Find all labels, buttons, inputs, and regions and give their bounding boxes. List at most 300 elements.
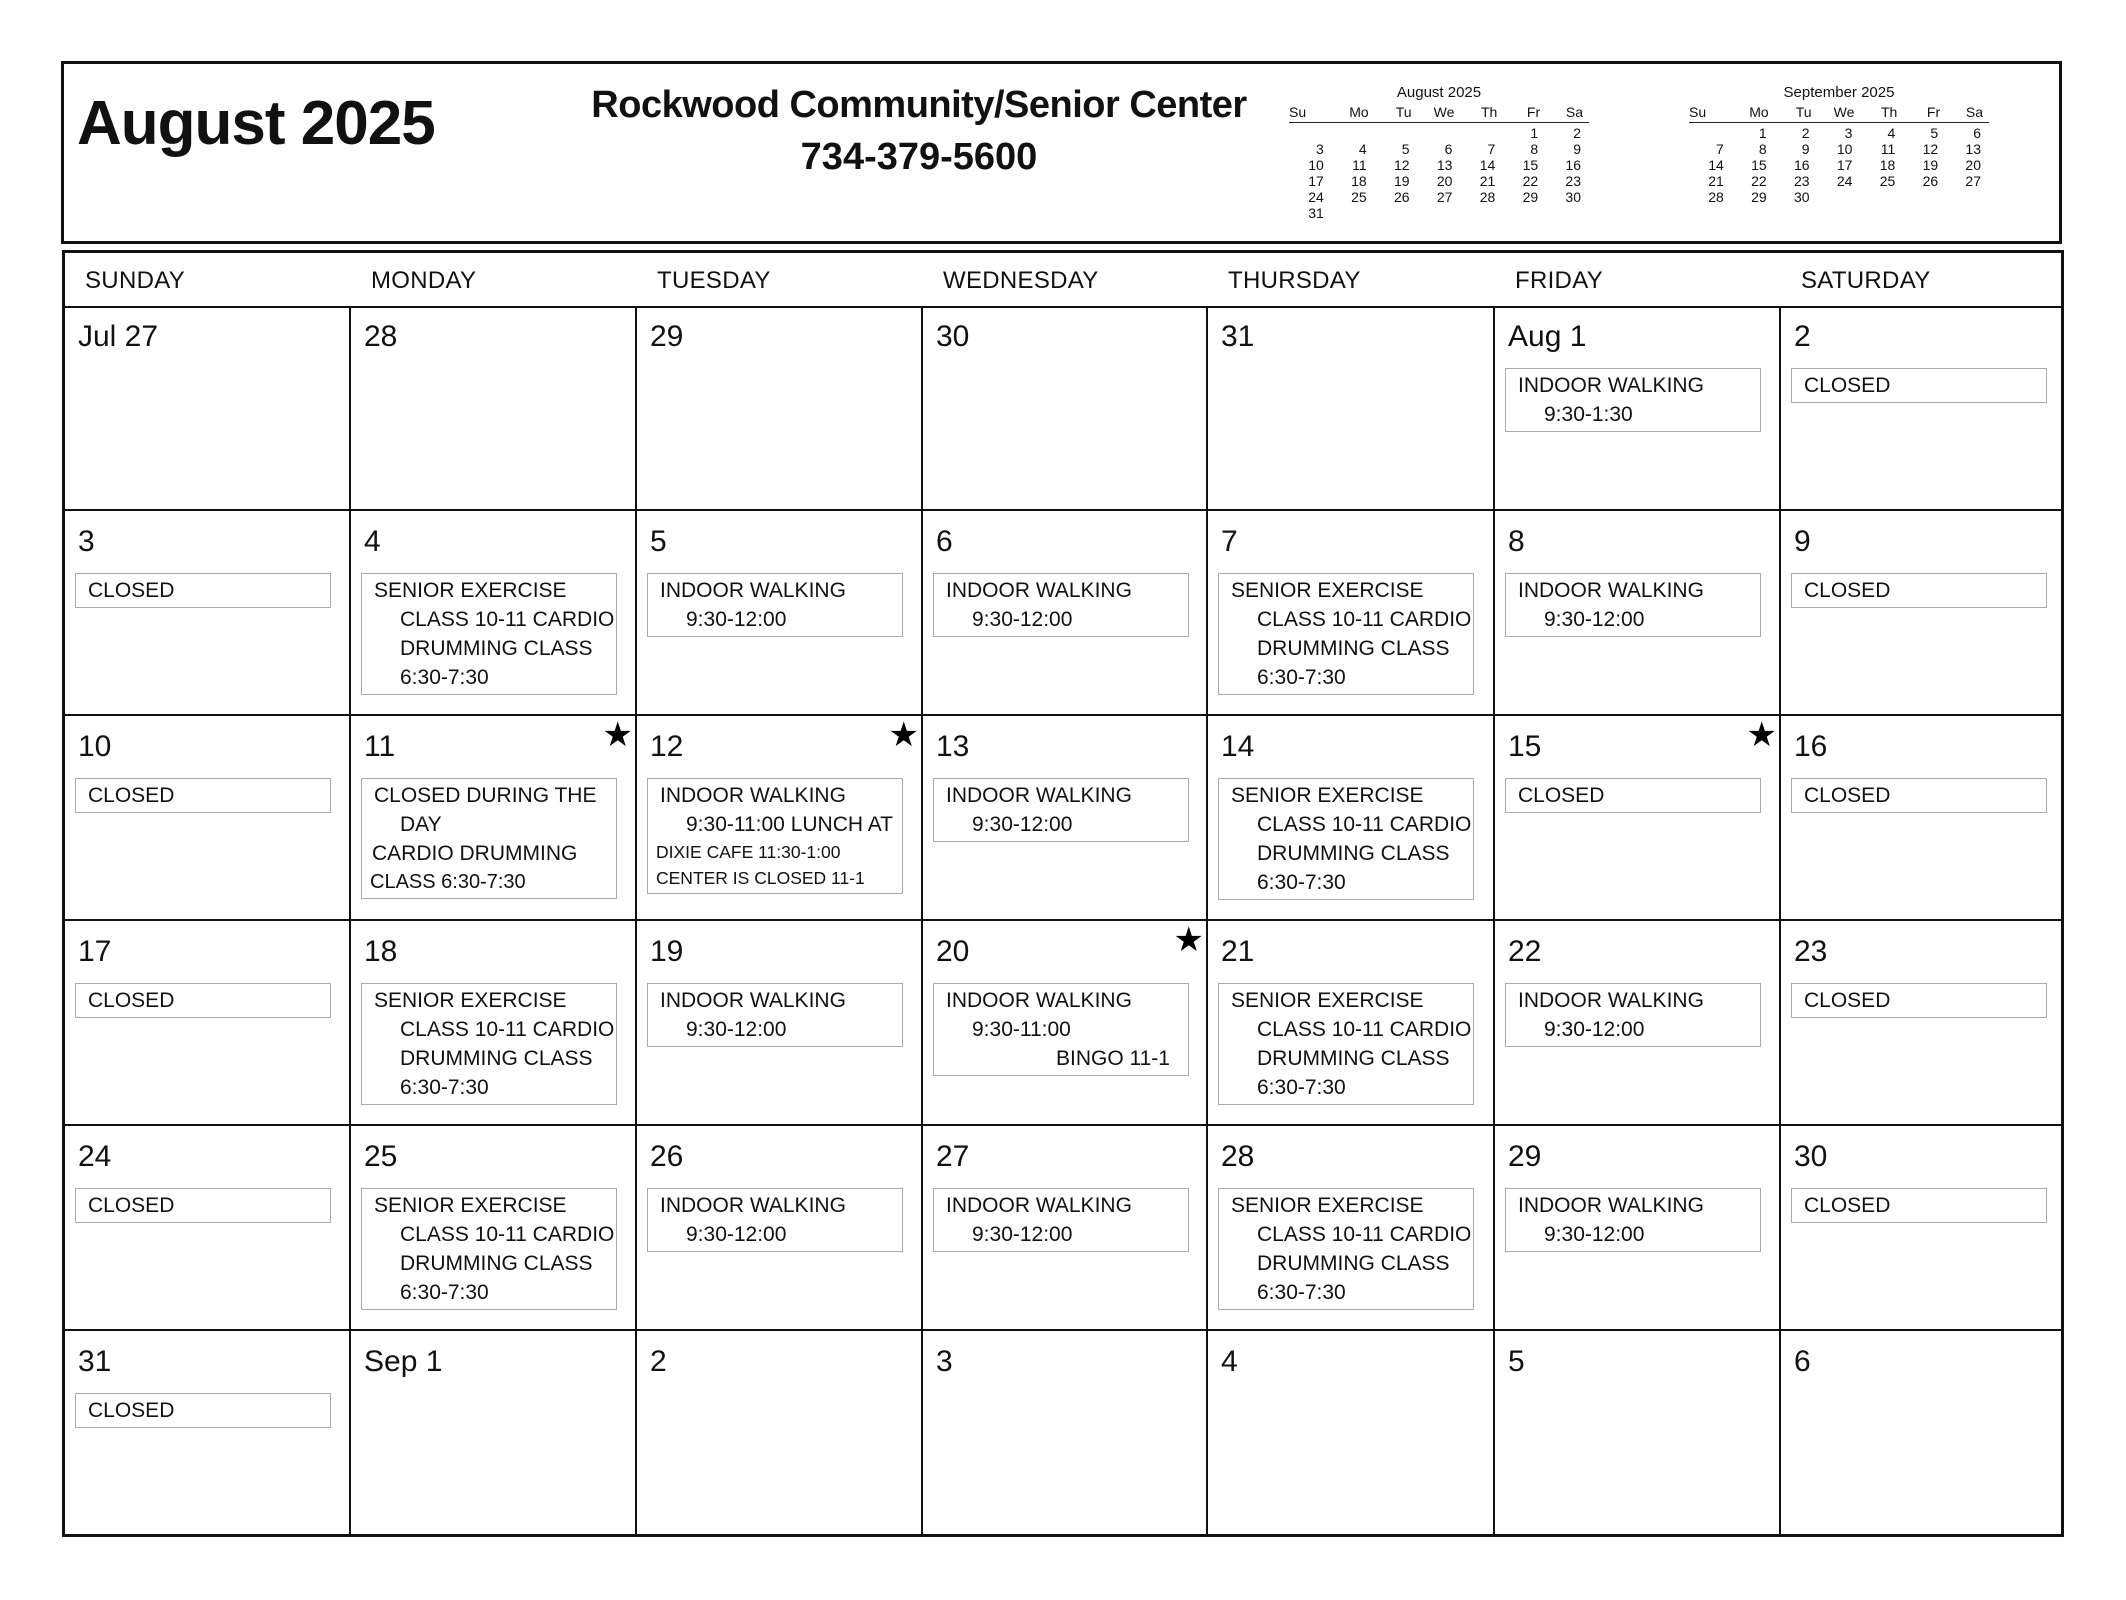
mini-calendar-day xyxy=(1332,205,1375,221)
event-line: SENIOR EXERCISE xyxy=(1231,579,1424,602)
mini-calendar-day xyxy=(1503,205,1546,221)
day-number: 12 xyxy=(650,730,684,763)
event-box[interactable] xyxy=(1218,573,1474,695)
mini-calendar-day: 7 xyxy=(1487,141,1496,157)
event-line: CLASS 10-11 CARDIO xyxy=(400,1018,615,1041)
day-cell[interactable] xyxy=(1208,1331,1495,1534)
day-number: 23 xyxy=(1794,935,1828,968)
event-line: CLASS 10-11 CARDIO xyxy=(1257,813,1472,836)
mini-calendar-day: 6 xyxy=(1973,125,1981,141)
event-line: CLASS 6:30-7:30 xyxy=(370,871,526,893)
mini-calendar-day xyxy=(1818,189,1861,205)
day-cell[interactable] xyxy=(65,1126,351,1331)
mini-calendar-day: 11 xyxy=(1352,157,1367,173)
event-line: CLASS 10-11 CARDIO xyxy=(1257,1223,1472,1246)
day-cell[interactable] xyxy=(65,306,351,511)
mini-calendar-day xyxy=(1946,189,1989,205)
event-line: CLOSED xyxy=(1804,784,1891,807)
event-line: SENIOR EXERCISE xyxy=(374,989,567,1012)
event-line: 9:30-12:00 xyxy=(972,608,1073,631)
mini-calendar-week xyxy=(1689,141,1989,157)
mini-calendar-weekday: Th xyxy=(1480,104,1498,120)
mini-calendar-day: 20 xyxy=(1965,157,1981,173)
mini-calendar-week xyxy=(1289,189,1589,205)
mini-calendar-day xyxy=(1546,205,1589,221)
event-line: 9:30-12:00 xyxy=(1544,1018,1645,1041)
event-box[interactable] xyxy=(361,1188,617,1310)
event-line: 9:30-11:00 xyxy=(972,1018,1071,1041)
day-number: 25 xyxy=(364,1140,398,1173)
mini-calendar-day: 15 xyxy=(1522,157,1539,173)
day-cell[interactable] xyxy=(923,921,1208,1126)
event-box[interactable] xyxy=(933,1188,1189,1252)
event-line: 6:30-7:30 xyxy=(400,1281,489,1304)
mini-calendar-day: 25 xyxy=(1351,189,1367,205)
mini-calendar-day: 11 xyxy=(1880,141,1896,157)
mini-calendar-week xyxy=(1689,125,1989,141)
day-number: 2 xyxy=(1794,320,1811,353)
day-number: 6 xyxy=(936,525,953,558)
event-line: 6:30-7:30 xyxy=(1257,666,1346,689)
event-line: SENIOR EXERCISE xyxy=(1231,1194,1424,1217)
event-box[interactable] xyxy=(933,983,1189,1076)
day-number: 11 xyxy=(364,730,396,763)
event-box[interactable] xyxy=(1791,368,2047,403)
mini-calendar-week xyxy=(1689,173,1989,189)
event-line: 6:30-7:30 xyxy=(1257,1281,1346,1304)
mini-calendar-weekday: Fr xyxy=(1926,104,1941,120)
mini-calendar-day: 12 xyxy=(1922,141,1939,157)
day-number: 29 xyxy=(1508,1140,1542,1173)
mini-calendar-day: 4 xyxy=(1887,125,1896,141)
day-cell[interactable] xyxy=(1781,1331,2061,1534)
day-cell[interactable] xyxy=(65,511,351,716)
event-line: CLOSED xyxy=(88,989,175,1012)
day-cell[interactable] xyxy=(637,1331,923,1534)
mini-calendar-day: 19 xyxy=(1922,157,1939,173)
mini-calendar-weekday: We xyxy=(1833,104,1855,120)
day-cell[interactable] xyxy=(1781,511,2061,716)
event-box[interactable] xyxy=(647,983,903,1047)
event-line: INDOOR WALKING xyxy=(1518,1194,1704,1217)
day-cell[interactable] xyxy=(1208,716,1495,921)
day-cell[interactable] xyxy=(1781,716,2061,921)
mini-calendar-day xyxy=(1460,125,1503,141)
mini-calendar-weekday: Sa xyxy=(1565,104,1583,120)
mini-calendar-weekday: Mo xyxy=(1349,104,1369,120)
event-line: 9:30-12:00 xyxy=(1544,608,1645,631)
day-cell[interactable] xyxy=(923,306,1208,511)
day-number: 3 xyxy=(78,525,95,558)
event-box[interactable] xyxy=(1505,983,1761,1047)
mini-calendar-week xyxy=(1689,189,1989,205)
mini-calendar-day: 13 xyxy=(1436,157,1453,173)
mini-calendar-weekdays xyxy=(1689,104,1989,123)
day-number: 4 xyxy=(1221,1345,1238,1378)
day-cell[interactable] xyxy=(1208,921,1495,1126)
day-number: 4 xyxy=(364,525,381,558)
mini-calendar-day xyxy=(1375,205,1418,221)
mini-calendar-day: 12 xyxy=(1393,157,1410,173)
event-box[interactable] xyxy=(1505,1188,1761,1252)
mini-calendar-day: 5 xyxy=(1930,125,1939,141)
day-number: 9 xyxy=(1794,525,1811,558)
day-number: 22 xyxy=(1508,935,1542,968)
event-line: 9:30-12:00 xyxy=(686,1018,787,1041)
mini-calendar-title: August 2025 xyxy=(1396,84,1482,101)
mini-calendar-day: 17 xyxy=(1836,157,1853,173)
event-line: DRUMMING CLASS xyxy=(400,1252,593,1275)
mini-calendar-weekday: Tu xyxy=(1395,104,1412,120)
event-line: 6:30-7:30 xyxy=(400,666,489,689)
day-number: 19 xyxy=(650,935,684,968)
event-line: DRUMMING CLASS xyxy=(1257,1252,1450,1275)
event-line: CLASS 10-11 CARDIO xyxy=(1257,1018,1472,1041)
event-box[interactable] xyxy=(75,983,331,1018)
mini-calendar-day xyxy=(1418,125,1461,141)
event-line: INDOOR WALKING xyxy=(946,784,1132,807)
day-cell[interactable] xyxy=(637,1126,923,1331)
organization-name: Rockwood Community/Senior Center xyxy=(591,84,1247,126)
mini-calendar-day xyxy=(1903,189,1946,205)
day-number: 2 xyxy=(650,1345,667,1378)
event-box[interactable] xyxy=(933,778,1189,842)
event-line: CLOSED DURING THE xyxy=(374,784,597,807)
star-icon: ★ xyxy=(1173,921,1204,959)
day-cell[interactable] xyxy=(351,716,637,921)
mini-calendar-weekday: Mo xyxy=(1749,104,1769,120)
mini-calendar-weekdays xyxy=(1289,104,1589,123)
day-number: 18 xyxy=(364,935,398,968)
day-cell[interactable] xyxy=(1495,306,1781,511)
day-number: Aug 1 xyxy=(1508,320,1587,353)
mini-calendar-day: 24 xyxy=(1308,189,1324,205)
event-line: DRUMMING CLASS xyxy=(400,1047,593,1070)
event-line: SENIOR EXERCISE xyxy=(1231,989,1424,1012)
mini-calendar-day: 27 xyxy=(1436,189,1453,205)
day-number: 30 xyxy=(936,320,970,353)
mini-calendar-title: September 2025 xyxy=(1783,84,1895,101)
day-cell[interactable] xyxy=(351,511,637,716)
event-box[interactable] xyxy=(361,573,617,695)
mini-calendar-day: 21 xyxy=(1708,173,1724,189)
mini-calendar-day: 16 xyxy=(1793,157,1810,173)
day-number: 5 xyxy=(1508,1345,1525,1378)
day-number: 6 xyxy=(1794,1345,1811,1378)
day-number: 26 xyxy=(650,1140,684,1173)
mini-calendar-weekday: Fr xyxy=(1526,104,1541,120)
event-box[interactable] xyxy=(647,1188,903,1252)
event-line: DRUMMING CLASS xyxy=(400,637,593,660)
mini-calendar-day: 17 xyxy=(1308,173,1324,189)
day-cell[interactable] xyxy=(1495,1126,1781,1331)
mini-calendar-day xyxy=(1418,205,1461,221)
day-cell[interactable] xyxy=(351,1126,637,1331)
event-line: 6:30-7:30 xyxy=(1257,1076,1346,1099)
mini-calendar-day: 27 xyxy=(1965,173,1981,189)
event-line: 9:30-12:00 xyxy=(686,608,787,631)
mini-calendar-day: 26 xyxy=(1922,173,1939,189)
mini-calendar-day: 28 xyxy=(1479,189,1496,205)
event-line: 9:30-11:00 LUNCH AT xyxy=(686,813,893,836)
weekday-header-row xyxy=(65,253,2061,308)
event-line: CLOSED xyxy=(88,784,175,807)
mini-calendar-day: 15 xyxy=(1751,157,1767,173)
event-line: CLASS 10-11 CARDIO xyxy=(1257,608,1472,631)
mini-calendar-day: 28 xyxy=(1708,189,1724,205)
mini-calendar-week xyxy=(1289,157,1589,173)
mini-calendar-day: 22 xyxy=(1522,173,1539,189)
event-box[interactable] xyxy=(647,573,903,637)
event-line: 9:30-12:00 xyxy=(972,813,1073,836)
event-line: CLOSED xyxy=(1804,374,1891,397)
day-number: 7 xyxy=(1221,525,1238,558)
event-line: CLASS 10-11 CARDIO xyxy=(400,1223,615,1246)
event-line: CLOSED xyxy=(1804,1194,1891,1217)
event-box[interactable] xyxy=(1218,1188,1474,1310)
mini-calendar-day: 21 xyxy=(1479,173,1496,189)
mini-calendar-day: 3 xyxy=(1316,141,1324,157)
event-line: SENIOR EXERCISE xyxy=(1231,784,1424,807)
event-line: SENIOR EXERCISE xyxy=(374,1194,567,1217)
weekday-friday: FRIDAY xyxy=(1515,267,1604,294)
event-line: 9:30-12:00 xyxy=(972,1223,1073,1246)
event-line: CLOSED xyxy=(88,1399,175,1422)
event-line: DRUMMING CLASS xyxy=(1257,1047,1450,1070)
day-cell[interactable] xyxy=(1781,306,2061,511)
event-line: INDOOR WALKING xyxy=(946,1194,1132,1217)
event-box[interactable] xyxy=(933,573,1189,637)
day-cell[interactable] xyxy=(923,1126,1208,1331)
mini-calendar-day: 16 xyxy=(1565,157,1581,173)
day-cell[interactable] xyxy=(1495,716,1781,921)
event-line: SENIOR EXERCISE xyxy=(374,579,567,602)
weekday-sunday: SUNDAY xyxy=(85,267,186,294)
mini-calendar-day: 13 xyxy=(1965,141,1981,157)
day-number: 31 xyxy=(78,1345,112,1378)
mini-calendar-day: 18 xyxy=(1351,173,1367,189)
day-cell[interactable] xyxy=(65,921,351,1126)
mini-calendar-week xyxy=(1289,173,1589,189)
mini-calendar-day: 29 xyxy=(1522,189,1539,205)
mini-calendar-day: 23 xyxy=(1565,173,1581,189)
event-line: CARDIO DRUMMING xyxy=(372,842,578,865)
mini-calendar-day: 7 xyxy=(1716,141,1724,157)
day-number: 15 xyxy=(1508,730,1542,763)
day-cell[interactable] xyxy=(1495,511,1781,716)
mini-calendar-weekday: Su xyxy=(1289,104,1307,120)
day-cell[interactable] xyxy=(65,1331,351,1534)
mini-calendar-day xyxy=(1332,125,1375,141)
day-cell[interactable] xyxy=(923,1331,1208,1534)
mini-calendar-day: 1 xyxy=(1758,125,1767,141)
mini-calendar-day xyxy=(1289,125,1332,141)
weekday-saturday: SATURDAY xyxy=(1801,267,1931,294)
event-line: INDOOR WALKING xyxy=(1518,374,1704,397)
event-line: BINGO 11-1 xyxy=(1056,1047,1170,1070)
day-cell[interactable] xyxy=(351,306,637,511)
day-cell[interactable] xyxy=(637,306,923,511)
event-line: 6:30-7:30 xyxy=(400,1076,489,1099)
mini-calendar-week xyxy=(1289,141,1589,157)
day-cell[interactable] xyxy=(1208,1126,1495,1331)
mini-calendar-day: 1 xyxy=(1530,125,1539,141)
day-number: 27 xyxy=(936,1140,970,1173)
day-number: 17 xyxy=(78,935,112,968)
mini-calendar-day: 14 xyxy=(1708,157,1724,173)
event-box[interactable] xyxy=(361,778,617,899)
event-line: INDOOR WALKING xyxy=(660,989,846,1012)
mini-calendar-day: 23 xyxy=(1793,173,1810,189)
month-title: August 2025 xyxy=(77,89,435,158)
mini-calendar-weekday: Th xyxy=(1880,104,1898,120)
day-number: 28 xyxy=(1221,1140,1255,1173)
event-box[interactable] xyxy=(75,778,331,813)
organization-phone: 734-379-5600 xyxy=(800,136,1038,178)
mini-calendar-day: 10 xyxy=(1308,157,1324,173)
day-cell[interactable] xyxy=(1781,1126,2061,1331)
day-number: 16 xyxy=(1794,730,1828,763)
event-line: 9:30-12:00 xyxy=(1544,1223,1645,1246)
event-box[interactable] xyxy=(1791,1188,2047,1223)
event-box[interactable] xyxy=(1505,368,1761,432)
day-number: 29 xyxy=(650,320,684,353)
mini-calendar-weekday: Su xyxy=(1689,104,1707,120)
mini-calendar-day: 19 xyxy=(1393,173,1410,189)
event-line: DRUMMING CLASS xyxy=(1257,637,1450,660)
calendar-header xyxy=(61,61,2062,244)
mini-calendar-day: 25 xyxy=(1879,173,1896,189)
mini-calendar-day: 29 xyxy=(1751,189,1767,205)
mini-calendar-week xyxy=(1289,125,1589,141)
mini-calendar-august xyxy=(1289,84,1589,221)
day-number: 30 xyxy=(1794,1140,1828,1173)
event-box[interactable] xyxy=(361,983,617,1105)
star-icon: ★ xyxy=(888,716,919,754)
mini-calendar-day: 31 xyxy=(1308,205,1324,221)
weekday-wednesday: WEDNESDAY xyxy=(943,267,1099,294)
mini-calendar-day: 30 xyxy=(1565,189,1581,205)
day-cell[interactable] xyxy=(351,1331,637,1534)
day-number: 31 xyxy=(1221,320,1255,353)
event-box[interactable] xyxy=(1218,983,1474,1105)
mini-calendar-day: 8 xyxy=(1758,141,1767,157)
day-cell[interactable] xyxy=(637,921,923,1126)
event-line: 6:30-7:30 xyxy=(1257,871,1346,894)
mini-calendar-september xyxy=(1689,84,1989,205)
day-number: 24 xyxy=(78,1140,112,1173)
day-number: Sep 1 xyxy=(364,1345,443,1378)
weekday-monday: MONDAY xyxy=(371,267,477,294)
day-number: 3 xyxy=(936,1345,953,1378)
mini-calendar-day xyxy=(1689,125,1732,141)
event-box[interactable] xyxy=(75,573,331,608)
mini-calendar-week xyxy=(1689,157,1989,173)
mini-calendar-day: 20 xyxy=(1436,173,1453,189)
day-cell[interactable] xyxy=(351,921,637,1126)
day-cell[interactable] xyxy=(1495,1331,1781,1534)
day-cell[interactable] xyxy=(637,716,923,921)
event-line: 9:30-1:30 xyxy=(1544,403,1633,426)
weekday-thursday: THURSDAY xyxy=(1228,267,1361,294)
event-box[interactable] xyxy=(75,1188,331,1223)
event-box[interactable] xyxy=(1218,778,1474,900)
event-box[interactable] xyxy=(1505,778,1761,813)
mini-calendar-day: 10 xyxy=(1836,141,1853,157)
day-number: 8 xyxy=(1508,525,1525,558)
day-cell[interactable] xyxy=(1781,921,2061,1126)
event-line: CLOSED xyxy=(1804,989,1891,1012)
day-cell[interactable] xyxy=(1208,511,1495,716)
mini-calendar-day: 5 xyxy=(1401,141,1410,157)
event-line: INDOOR WALKING xyxy=(660,579,846,602)
mini-calendar-day: 9 xyxy=(1573,141,1581,157)
event-line: DAY xyxy=(400,813,442,836)
event-box[interactable] xyxy=(1505,573,1761,637)
day-number: Jul 27 xyxy=(78,320,159,353)
day-cell[interactable] xyxy=(923,716,1208,921)
event-line: 9:30-12:00 xyxy=(686,1223,787,1246)
event-line: DRUMMING CLASS xyxy=(1257,842,1450,865)
mini-calendar-day: 6 xyxy=(1444,141,1453,157)
event-line: CLOSED xyxy=(1518,784,1605,807)
event-box[interactable] xyxy=(1791,778,2047,813)
mini-calendar-weekday: We xyxy=(1433,104,1455,120)
event-line: INDOOR WALKING xyxy=(660,784,846,807)
event-box[interactable] xyxy=(1791,573,2047,608)
day-number: 28 xyxy=(364,320,398,353)
event-line: CLOSED xyxy=(1804,579,1891,602)
day-cell[interactable] xyxy=(1495,921,1781,1126)
mini-calendar-day: 2 xyxy=(1801,125,1810,141)
event-box[interactable] xyxy=(75,1393,331,1428)
event-line: CLASS 10-11 CARDIO xyxy=(400,608,615,631)
event-line: INDOOR WALKING xyxy=(946,989,1132,1012)
mini-calendar-week xyxy=(1289,205,1589,221)
mini-calendar-day: 30 xyxy=(1793,189,1810,205)
event-line: CLOSED xyxy=(88,579,175,602)
event-box[interactable] xyxy=(1791,983,2047,1018)
event-line: INDOOR WALKING xyxy=(1518,989,1704,1012)
event-line: INDOOR WALKING xyxy=(660,1194,846,1217)
mini-calendar-weekday: Tu xyxy=(1795,104,1812,120)
month-grid xyxy=(62,250,2064,1537)
mini-calendar-day: 18 xyxy=(1879,157,1896,173)
mini-calendar-day: 8 xyxy=(1530,141,1539,157)
day-cell[interactable] xyxy=(1208,306,1495,511)
event-box[interactable] xyxy=(647,778,903,894)
day-number: 13 xyxy=(936,730,970,763)
mini-calendar-weekday: Sa xyxy=(1965,104,1983,120)
day-cell[interactable] xyxy=(923,511,1208,716)
day-number: 5 xyxy=(650,525,667,558)
mini-calendar-day: 22 xyxy=(1751,173,1767,189)
day-cell[interactable] xyxy=(637,511,923,716)
mini-calendar-day: 24 xyxy=(1836,173,1853,189)
mini-calendar-day: 3 xyxy=(1844,125,1853,141)
day-cell[interactable] xyxy=(65,716,351,921)
star-icon: ★ xyxy=(602,716,633,754)
weekday-tuesday: TUESDAY xyxy=(657,267,771,294)
mini-calendar-day xyxy=(1460,205,1503,221)
mini-calendar-day: 26 xyxy=(1393,189,1410,205)
event-line: INDOOR WALKING xyxy=(1518,579,1704,602)
event-line: INDOOR WALKING xyxy=(946,579,1132,602)
day-number: 14 xyxy=(1221,730,1255,763)
event-line: DIXIE CAFE 11:30-1:00 xyxy=(656,842,841,862)
day-number: 20 xyxy=(936,935,970,968)
mini-calendar-day: 4 xyxy=(1358,141,1367,157)
